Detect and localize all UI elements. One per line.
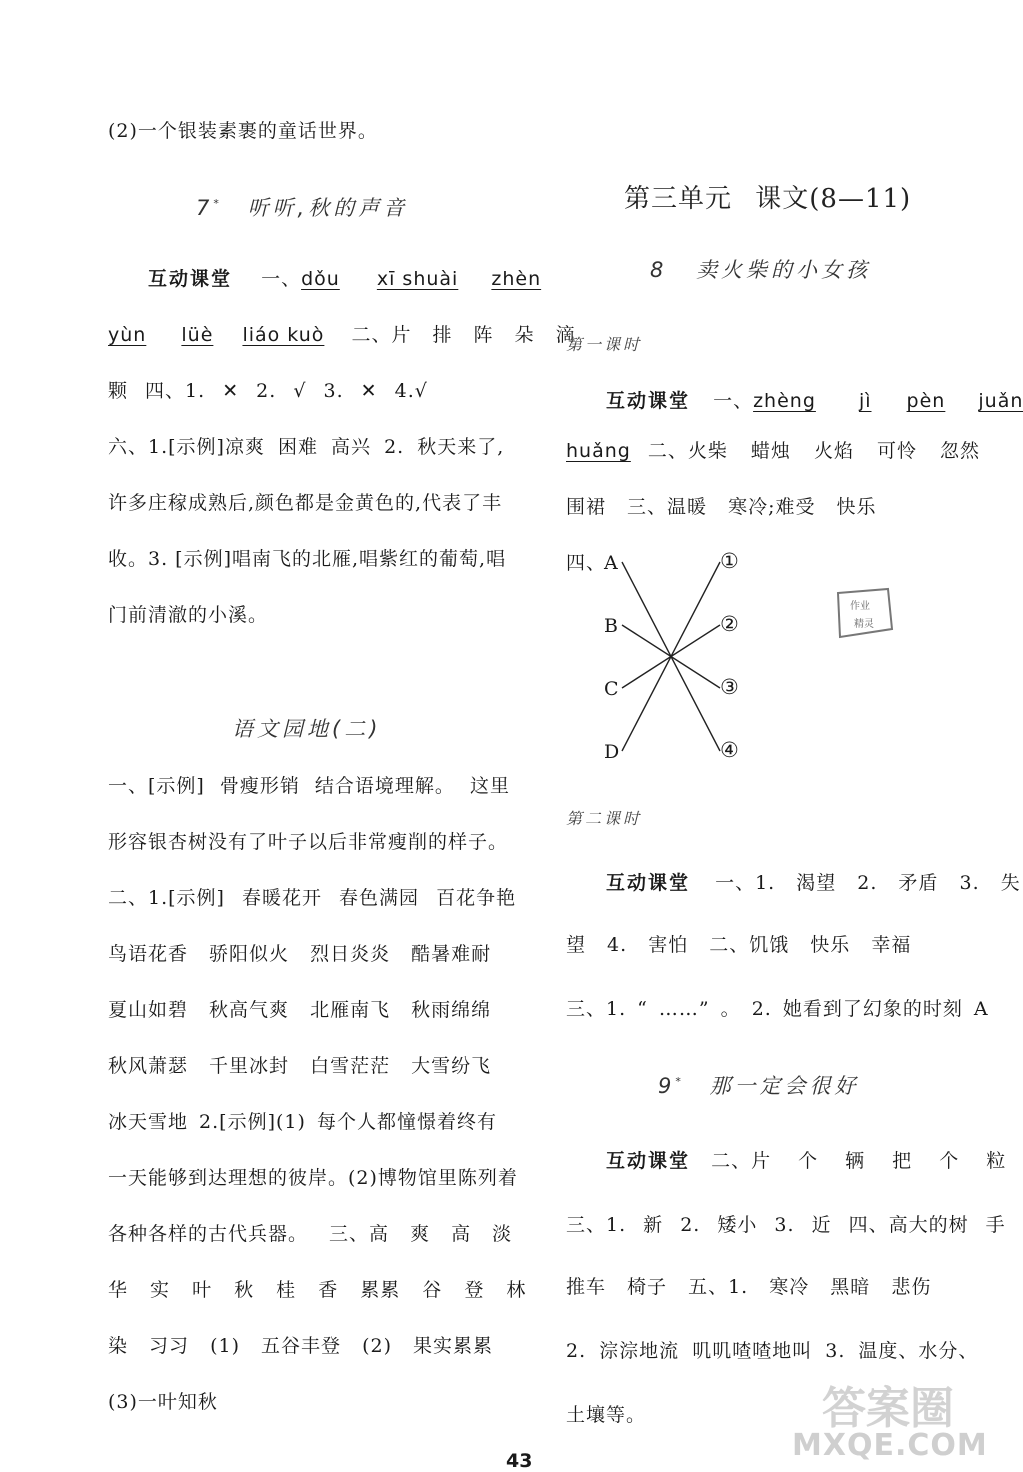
right-line-2-rest: 二、火柴 蜡烛 火焰 可怜 忽然 [647,440,981,462]
right-line-4-rest: 一、1. 渴望 2. 矛盾 3. 失 [715,872,1021,894]
match-right-2: ② [720,612,740,636]
match-left-b: B [604,615,619,637]
match-right-3: ③ [720,675,740,699]
left-line-2 [108,322,576,348]
garden-line-8: 一天能够到达理想的彼岸。(2)博物馆里陈列着 [108,1167,518,1189]
match-left-d: D [604,741,621,763]
stamp-text-2: 精灵 [854,619,874,630]
left-line-1 [148,266,541,292]
lesson8-heading [650,254,871,284]
left-top-line: (2)一个银装素裹的童话世界。 [108,120,378,142]
pinyin-r1: zhèng [753,390,816,412]
pinyin-6: liáo kuò [242,324,325,346]
hudong-label-r2: 互动课堂 [606,872,691,894]
right-line-5: 望 4. 害怕 二、饥饿 快乐 幸福 [566,934,912,956]
lesson1-label: 第一课时 [566,335,643,354]
pinyin-4: yùn [108,324,147,346]
lesson9-title: 那一定会很好 [709,1074,860,1098]
right-line-6: 三、1. “ ……” 。 2. 她看到了幻象的时刻 A [566,998,989,1020]
stamp-text-1: 作业 [850,601,870,612]
pinyin-1: dǒu [301,268,340,290]
pinyin-2: xī shuài [376,268,459,290]
match-left-c: C [604,678,620,700]
matching-lines [612,548,732,768]
pinyin-5: lüè [181,324,214,346]
right-line-10: 2. 淙淙地流 叽叽喳喳地叫 3. 温度、水分、 [566,1340,979,1362]
pinyin-r3: pèn [906,390,946,412]
unit-title: 第三单元 课文(8—11) [624,184,912,214]
left-line-7: 门前清澈的小溪。 [108,604,269,626]
lesson9-number: 9 [658,1074,676,1098]
pinyin-r4: juǎn [978,390,1023,412]
page-number: 43 [506,1450,533,1472]
pinyin-r5: huǎng [566,440,631,462]
garden-line-12: (3)一叶知秋 [108,1391,218,1413]
lesson8-number: 8 [650,258,668,282]
garden-line-9: 各种各样的古代兵器。 三、高 爽 高 淡 [108,1223,513,1245]
garden-line-3: 二、1.[示例] 春暖花开 春色满园 百花争艳 [108,887,517,909]
match-right-1: ① [720,549,740,573]
garden-line-11: 染 习习 (1) 五谷丰登 (2) 果实累累 [108,1335,494,1357]
garden-line-2: 形容银杏树没有了叶子以后非常瘦削的样子。 [108,831,509,853]
garden-line-1: 一、[示例] 骨瘦形销 结合语境理解。 这里 [108,775,510,797]
lesson7-heading: 7* 听听,秋的声音 [196,196,409,220]
lesson7-number: 7 [196,196,214,220]
prefix-one: 一、 [261,268,302,290]
watermark-logo: 答案圈 [822,1383,954,1434]
right-line-8: 三、1. 新 2. 矮小 3. 近 四、高大的树 手 [566,1214,1006,1236]
left-line-5: 许多庄稼成熟后,颜色都是金黄色的,代表了丰 [108,492,503,514]
garden-line-10: 华 实 叶 秋 桂 香 累累 谷 登 林 [108,1279,527,1301]
homework-stamp [830,585,896,641]
pinyin-r2: jì [858,390,872,412]
garden-heading: 语文园地(二) [232,717,382,741]
match-left-a: A [604,552,619,574]
garden-line-6: 秋风萧瑟 千里冰封 白雪茫茫 大雪纷飞 [108,1055,492,1077]
right-line-1 [606,388,1023,414]
matching-prefix: 四、 [566,552,607,574]
lesson8-title: 卖火柴的小女孩 [696,258,872,282]
lesson7-title: 听听,秋的声音 [247,196,409,220]
lesson9-heading: 9* 那一定会很好 [658,1074,860,1098]
lesson2-label: 第二课时 [566,809,643,828]
garden-line-4: 鸟语花香 骄阳似火 烈日炎炎 酷暑难耐 [108,943,492,965]
hudong-label-r1: 互动课堂 [606,390,691,412]
watermark-url: MXQE.COM [792,1428,988,1463]
right-line-3: 围裙 三、温暖 寒冷;难受 快乐 [566,496,877,518]
left-line-4: 六、1.[示例]凉爽 困难 高兴 2. 秋天来了, [108,436,505,458]
left-line-3: 颗 四、1. ✕ 2. √ 3. ✕ 4.√ [108,380,428,402]
garden-line-7: 冰天雪地 2.[示例](1) 每个人都憧憬着终有 [108,1111,497,1133]
right-line-9: 推车 椅子 五、1. 寒冷 黑暗 悲伤 [566,1276,932,1298]
match-right-4: ④ [720,738,740,762]
pinyin-3: zhèn [491,268,542,290]
garden-line-5: 夏山如碧 秋高气爽 北雁南飞 秋雨绵绵 [108,999,492,1021]
hudong-label-r3: 互动课堂 [606,1150,691,1172]
left-line-6: 收。3. [示例]唱南飞的北雁,唱紫红的葡萄,唱 [108,548,507,570]
left-line-2-rest: 二、片 排 阵 朵 滴 [351,324,576,346]
right-line-7 [606,1148,1006,1174]
hudong-label: 互动课堂 [148,268,233,290]
prefix-one-r: 一、 [713,390,754,412]
right-line-7-rest: 二、片 个 辆 把 个 粒 [711,1150,1007,1172]
right-line-4 [606,870,1021,896]
right-line-2 [566,438,980,464]
right-line-11: 土壤等。 [566,1404,647,1426]
